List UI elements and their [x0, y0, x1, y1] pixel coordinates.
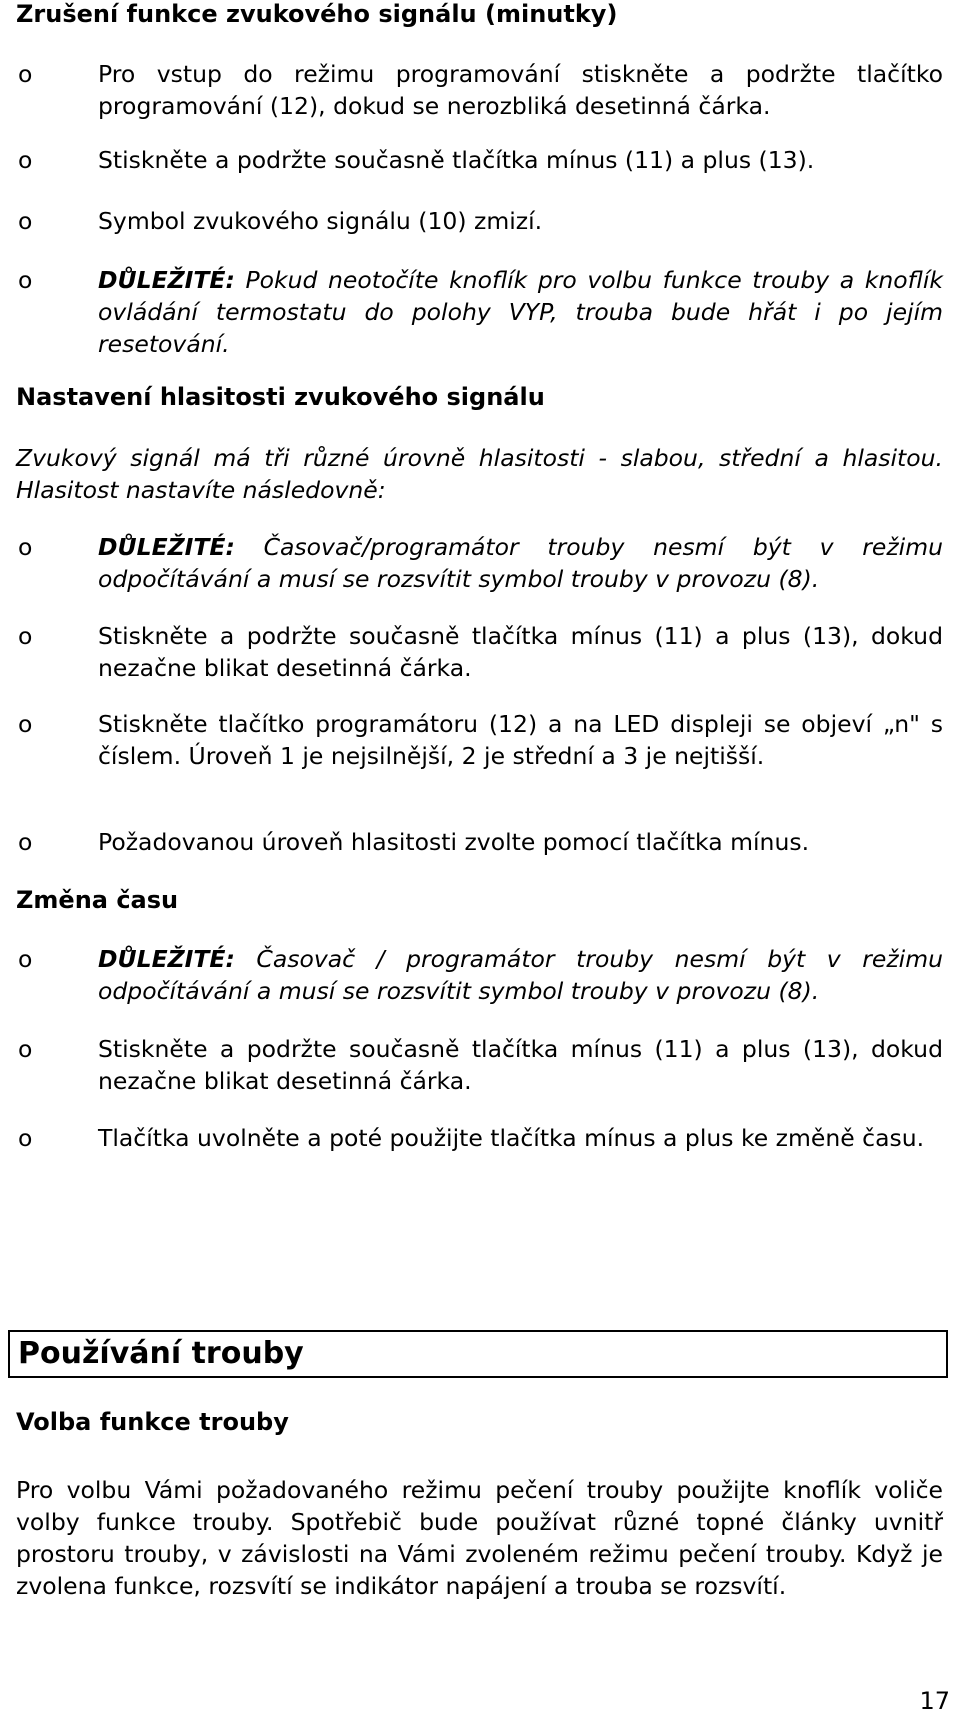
bullet: o — [18, 146, 33, 174]
section-title-volume: Nastavení hlasitosti zvukového signálu — [16, 383, 545, 411]
bullet: o — [18, 1035, 33, 1063]
bullet: o — [18, 533, 33, 561]
bullet: o — [18, 1124, 33, 1152]
bullet: o — [18, 207, 33, 235]
list-item-text — [98, 531, 943, 595]
important-label: DŮLEŽITÉ: — [98, 533, 235, 561]
important-text: Časovač/programátor trouby nesmí být v režimu odpočítávání a musí se rozsvítit symbol trouby v provozu (8). — [98, 533, 943, 593]
list-item-text: Stiskněte tlačítko programátoru (12) a na LED displeji se objeví „n" s číslem. Úroveň 1 je nejsilnější, 2 je střední a 3 je nejtišší. — [98, 710, 943, 770]
section-title-function: Volba funkce trouby — [16, 1408, 289, 1436]
list-item-text: Tlačítka uvolněte a poté použijte tlačítka mínus a plus ke změně času. — [98, 1124, 925, 1152]
bullet: o — [18, 828, 33, 856]
list-item-text: Symbol zvukového signálu (10) zmizí. — [98, 207, 543, 235]
list-item-text: Stiskněte a podržte současně tlačítka mínus (11) a plus (13), dokud nezačne blikat desetinná čárka. — [98, 622, 943, 682]
important-text: Pokud neotočíte knoflík pro volbu funkce trouby a knoflík ovládání termostatu do polohy VYP, trouba bude hřát i po jejím resetování. — [98, 266, 943, 358]
list-item-text: Stiskněte a podržte současně tlačítka mínus (11) a plus (13). — [98, 146, 815, 174]
function-body: Pro volbu Vámi požadovaného režimu pečení trouby použijte knoflík voliče volby funkce trouby. Spotřebič bude používat různé topné články uvnitř prostoru trouby, v závislosti na Vámi zvoleném režimu pečení trouby. Když je zvolena funkce, rozsvítí se indikátor napájení a trouba se rozsvítí. — [16, 1476, 943, 1600]
bullet: o — [18, 945, 33, 973]
important-label: DŮLEŽITÉ: — [98, 945, 235, 973]
bullet: o — [18, 60, 33, 88]
list-item — [18, 58, 943, 122]
important-text: Časovač / programátor trouby nesmí být v režimu odpočítávání a musí se rozsvítit symbol trouby v provozu (8). — [98, 945, 943, 1005]
page-number: 17 — [919, 1687, 950, 1715]
list-item-text — [98, 264, 943, 360]
important-label: DŮLEŽITÉ: — [98, 266, 235, 294]
volume-intro: Zvukový signál má tři různé úrovně hlasitosti - slabou, střední a hlasitou. Hlasitost nastavíte následovně: — [16, 444, 943, 504]
bullet: o — [18, 266, 33, 294]
chapter-title-box — [8, 1330, 948, 1378]
section-title-time: Změna času — [16, 886, 179, 914]
bullet: o — [18, 710, 33, 738]
chapter-title: Používání trouby — [18, 1336, 304, 1371]
section-title-muting: Zrušení funkce zvukového signálu (minutky) — [16, 0, 618, 28]
list-item-text — [98, 943, 943, 1007]
list-item-text: Pro vstup do režimu programování stiskněte a podržte tlačítko programování (12), dokud se nerozbliká desetinná čárka. — [98, 60, 943, 120]
list-item-text: Stiskněte a podržte současně tlačítka mínus (11) a plus (13), dokud nezačne blikat desetinná čárka. — [98, 1035, 943, 1095]
list-item-text: Požadovanou úroveň hlasitosti zvolte pomocí tlačítka mínus. — [98, 828, 810, 856]
bullet: o — [18, 622, 33, 650]
